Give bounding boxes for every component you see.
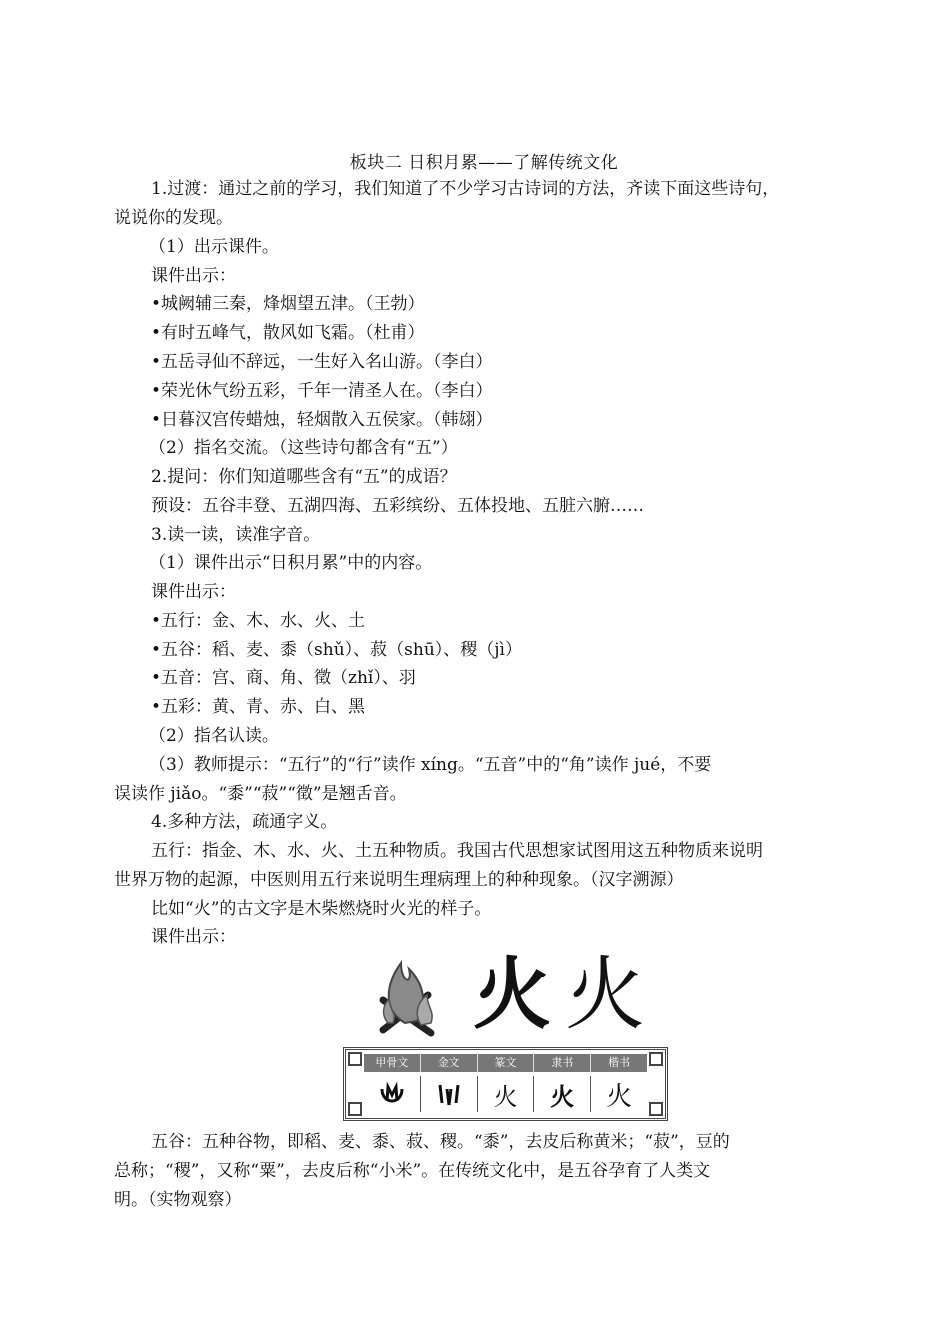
oracle-cell	[364, 1076, 421, 1112]
paragraph-line: 3.读一读，读准字音。	[151, 525, 321, 545]
regular-cell-glyph: 火	[606, 1081, 633, 1112]
list-item: •五彩：黄、青、赤、白、黑	[151, 697, 366, 717]
clerical-cell	[534, 1076, 591, 1112]
script-evolution-table	[343, 1047, 668, 1121]
header-clerical: 隶书	[534, 1054, 591, 1072]
corner-ornament	[348, 1052, 362, 1066]
paragraph-line: 4.多种方法，疏通字义。	[151, 812, 338, 832]
paragraph-line: （2）指名认读。	[149, 726, 279, 746]
paragraph-line: 误读作 jiǎo。“黍”“菽”“徵”是翘舌音。	[114, 784, 407, 804]
paragraph-line: 世界万物的起源，中医则用五行来说明生理病理上的种种现象。（汉字溯源）	[114, 870, 684, 890]
list-item: •五行：金、木、水、火、土	[151, 611, 366, 631]
header-oracle: 甲骨文	[364, 1054, 421, 1072]
paragraph-line: （1）课件出示“日积月累”中的内容。	[149, 553, 433, 573]
paragraph-line: 预设：五谷丰登、五湖四海、五彩缤纷、五体投地、五脏六腑……	[151, 496, 644, 516]
corner-ornament	[348, 1102, 362, 1116]
campfire-icon	[383, 963, 432, 1033]
poem-line: •五岳寻仙不辞远，一生好入名山游。（李白）	[151, 352, 493, 372]
regular-cell	[591, 1076, 647, 1112]
header-seal: 篆文	[478, 1054, 535, 1072]
seal-glyph: 火	[473, 949, 552, 1040]
paragraph-line: （2）指名交流。（这些诗句都含有“五”）	[149, 438, 458, 458]
poem-line: •有时五峰气，散风如飞霜。（杜甫）	[151, 323, 425, 343]
poem-line: •荣光休气纷五彩，千年一清圣人在。（李白）	[151, 381, 493, 401]
corner-ornament	[649, 1052, 663, 1066]
clerical-cell-glyph: 火	[550, 1081, 575, 1111]
paragraph-line: 课件出示：	[151, 582, 236, 602]
bronze-cell	[421, 1076, 478, 1112]
paragraph-line: 课件出示：	[151, 266, 236, 286]
paragraph-line: 总称；“稷”，又称“粟”，去皮后称“小米”。在传统文化中，是五谷孕育了人类文	[114, 1161, 711, 1181]
paragraph-line: 2.提问：你们知道哪些含有“五”的成语？	[151, 467, 457, 487]
paragraph-line: （3）教师提示：“五行”的“行”读作 xíng。“五音”中的“角”读作 jué，不要	[149, 755, 712, 775]
paragraph-line: 说说你的发现。	[114, 208, 233, 228]
table-row	[364, 1076, 647, 1112]
fire-character-evolution-figure	[343, 948, 668, 1125]
paragraph-line: 课件出示：	[151, 927, 236, 947]
table-header	[364, 1054, 647, 1072]
list-item: •五谷：稻、麦、黍（shǔ）、菽（shū）、稷（jì）	[151, 640, 522, 660]
section-title: 板块二 日积月累——了解传统文化	[349, 153, 619, 173]
fire-illustration	[343, 948, 668, 1047]
paragraph-line: 五行：指金、木、水、火、土五种物质。我国古代思想家试图用这五种物质来说明	[151, 841, 763, 861]
header-bronze: 金文	[421, 1054, 478, 1072]
paragraph-line: 五谷：五种谷物，即稻、麦、黍、菽、稷。“黍”，去皮后称黄米；“菽”，豆的	[151, 1132, 730, 1152]
paragraph-line: （1）出示课件。	[149, 237, 279, 257]
paragraph-line: 1.过渡：通过之前的学习，我们知道了不少学习古诗词的方法，齐读下面这些诗句，	[151, 179, 780, 199]
seal-cell	[478, 1076, 535, 1112]
poem-line: •城阙辅三秦，烽烟望五津。（王勃）	[151, 294, 425, 314]
corner-ornament	[649, 1102, 663, 1116]
seal-cell-glyph: 火	[493, 1082, 518, 1111]
list-item: •五音：宫、商、角、徵（zhǐ）、羽	[151, 668, 416, 688]
oracle-fire-icon	[377, 1079, 407, 1109]
bronze-fire-icon	[434, 1079, 464, 1109]
header-regular: 楷书	[608, 1056, 631, 1069]
paragraph-line: 明。（实物观察）	[114, 1190, 242, 1210]
regular-glyph: 火	[565, 948, 645, 1041]
paragraph-line: 比如“火”的古文字是木柴燃烧时火光的样子。	[151, 899, 492, 919]
poem-line: •日暮汉宫传蜡烛，轻烟散入五侯家。（韩翃）	[151, 410, 493, 430]
